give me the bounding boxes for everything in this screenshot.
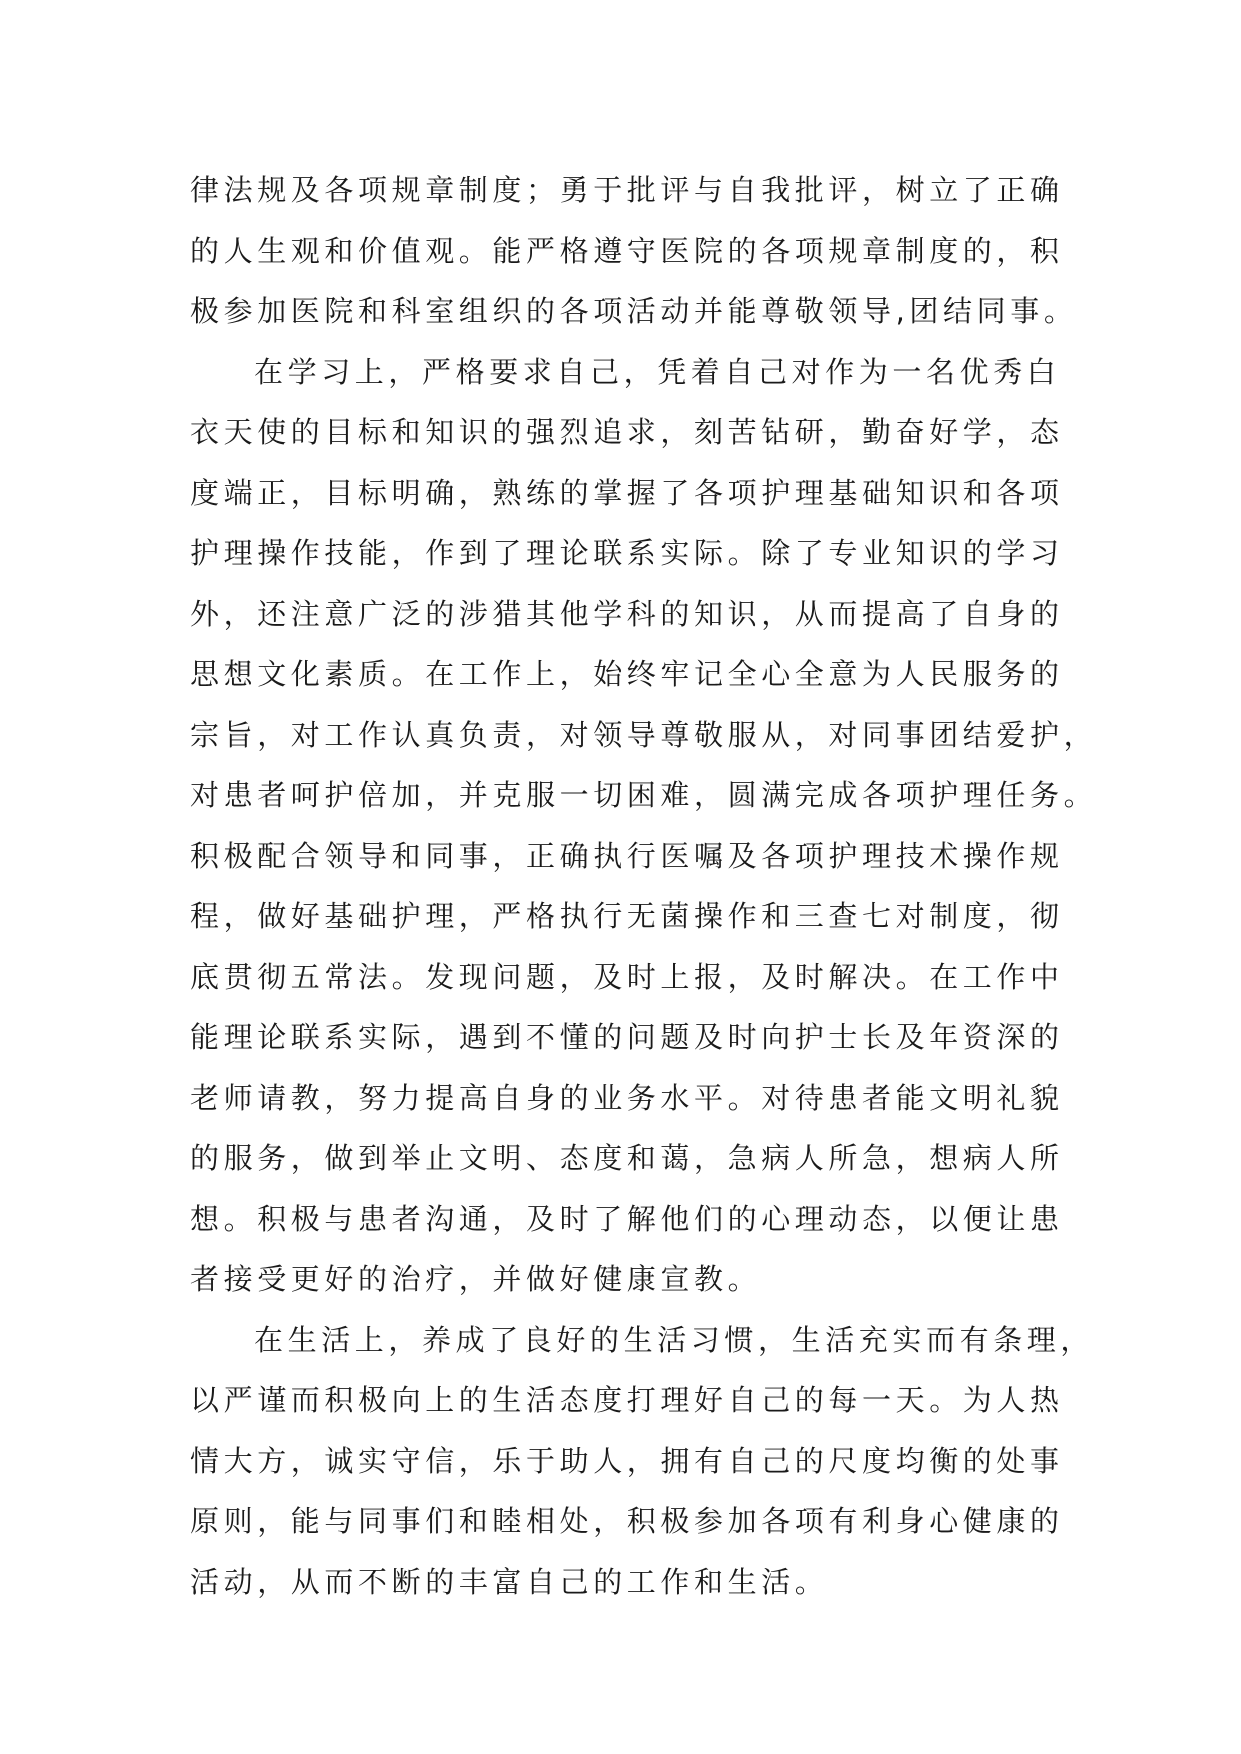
text-line: 宗旨，对工作认真负责，对领导尊敬服从，对同事团结爱护，: [190, 717, 1098, 752]
paragraph-life: [190, 1310, 1095, 1613]
text-line: 衣天使的目标和知识的强烈追求，刻苦钻研，勤奋好学，态: [190, 415, 1064, 449]
document-body: [190, 160, 1098, 1612]
text-line: 积极配合领导和同事，正确执行医嘱及各项护理技术操作规: [190, 838, 1064, 873]
text-line: 护理操作技能，作到了理论联系实际。除了专业知识的学习: [190, 536, 1064, 570]
text-line: 程，做好基础护理，严格执行无菌操作和三查七对制度，彻: [190, 899, 1064, 933]
text-line: 在学习上，严格要求自己，凭着自己对作为一名优秀白: [254, 354, 1061, 389]
text-line: 者接受更好的治疗，并做好健康宣教。: [190, 1262, 762, 1296]
text-line: 思想文化素质。在工作上，始终牢记全心全意为人民服务的: [190, 657, 1064, 691]
text-line: 以严谨而积极向上的生活态度打理好自己的每一天。为人热: [190, 1383, 1064, 1417]
text-line: 的人生观和价值观。能严格遵守医院的各项规章制度的，积: [190, 233, 1064, 268]
text-line: 原则，能与同事们和睦相处，积极参加各项有利身心健康的: [190, 1504, 1064, 1538]
text-line: 律法规及各项规章制度；勇于批评与自我批评，树立了正确: [190, 173, 1064, 207]
text-line: 情大方，诚实守信，乐于助人，拥有自己的尺度均衡的处事: [190, 1443, 1064, 1478]
text-line: 活动，从而不断的丰富自己的工作和生活。: [190, 1564, 829, 1599]
text-line: 极参加医院和科室组织的各项活动并能尊敬领导,团结同事。: [190, 294, 1078, 328]
text-line: 能理论联系实际，遇到不懂的问题及时向护士长及年资深的: [190, 1020, 1064, 1054]
text-line: 外，还注意广泛的涉猎其他学科的知识，从而提高了自身的: [190, 596, 1064, 631]
text-line: 底贯彻五常法。发现问题，及时上报，及时解决。在工作中: [190, 959, 1064, 994]
text-line: 想。积极与患者沟通，及时了解他们的心理动态，以便让患: [190, 1201, 1064, 1236]
paragraph-study-work: [190, 342, 1098, 1310]
text-line: 老师请教，努力提高自身的业务水平。对待患者能文明礼貌: [190, 1080, 1064, 1115]
text-line: 的服务，做到举止文明、态度和蔼，急病人所急，想病人所: [190, 1141, 1064, 1175]
text-line: 度端正，目标明确，熟练的掌握了各项护理基础知识和各项: [190, 475, 1064, 510]
text-line: 在生活上，养成了良好的生活习惯，生活充实而有条理，: [254, 1322, 1095, 1357]
paragraph-conduct: [190, 160, 1078, 342]
text-line: 对患者呵护倍加，并克服一切困难，圆满完成各项护理任务。: [190, 778, 1098, 812]
